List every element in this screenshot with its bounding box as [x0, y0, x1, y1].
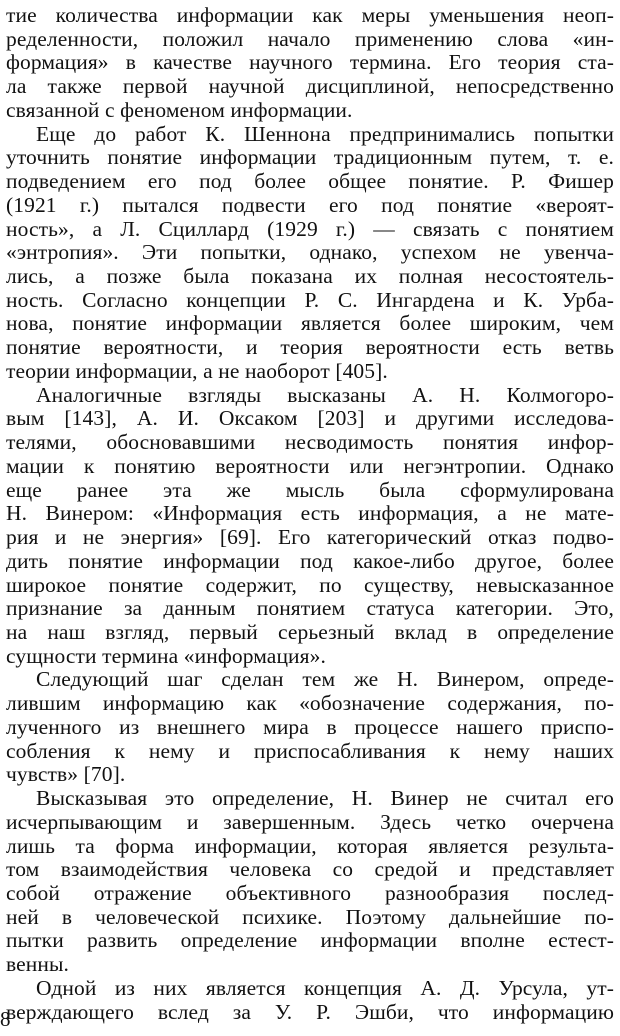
text-line: ределенности, положил начало применению слова «ин-	[6, 26, 614, 51]
text-line: теории информации, а не наоборот [405].	[6, 358, 388, 383]
text-line: подведением его под более общее понятие. Р. Фишер	[6, 169, 614, 194]
text-line: широкое понятие содержит, по существу, невысказанное	[6, 572, 614, 597]
text-line: ней в человеческой психике. Поэтому дальнейшие по-	[6, 904, 614, 929]
text-line: связанной с феноменом информации.	[6, 97, 353, 122]
text-line: ность», а Л. Сциллард (1929 г.) — связать с понятием	[6, 216, 614, 241]
text-line: тие количества информации как меры уменьшения неоп-	[6, 3, 614, 27]
text-line: ла также первой научной дисциплиной, непосредственно	[6, 74, 614, 99]
book-page	[6, 0, 614, 1036]
text-line: лученного из внешнего мира в процессе нашего приспо-	[6, 714, 614, 739]
text-line: телями, обосновавшими несводимость понятия инфор-	[6, 430, 614, 455]
text-line: венны.	[6, 952, 70, 977]
text-line: том взаимодействия человека со средой и представляет	[6, 857, 614, 882]
text-line: дить понятие информации под какое-либо другое, более	[6, 548, 614, 573]
text-line: «энтропия». Эти попытки, однако, успехом не увенча-	[6, 240, 614, 265]
text-line: вым [143], А. И. Оксаком [203] и другими исследова-	[6, 406, 614, 431]
text-line: уточнить понятие информации традиционным путем, т. е.	[6, 145, 614, 170]
text-line: формация» в качестве научного термина. Его теория ста-	[6, 50, 614, 75]
text-line: исчерпывающим и завершенным. Здесь четко очерчена	[6, 809, 614, 834]
text-line: Одной из них является концепция А. Д. Урсула, ут-	[36, 975, 614, 1000]
text-line: (1921 г.) пытался подвести его под понятие «вероят-	[6, 192, 614, 217]
text-line: ность. Согласно концепции Р. С. Ингардена и К. Урба-	[6, 287, 614, 312]
text-line: Высказывая это определение, Н. Винер не считал его	[36, 786, 614, 811]
text-line: Следующий шаг сделан тем же Н. Винером, опреде-	[36, 667, 614, 692]
text-line: Н. Винером: «Информация есть информация, а не мате-	[6, 501, 614, 526]
text-line: сущности термина «информация».	[6, 643, 326, 668]
text-line: лившим информацию как «обозначение содержания, по-	[6, 691, 614, 716]
text-line: собления к нему и приспосабливания к нему наших	[6, 738, 614, 763]
text-line: лись, а позже была показана их полная несостоятель-	[6, 264, 614, 289]
text-line: нова, понятие информации является более широким, чем	[6, 311, 614, 336]
text-line: признание за данным понятием статуса категории. Это,	[6, 596, 614, 621]
text-line: чувств» [70].	[6, 762, 126, 787]
text-line: понятие вероятности, и теория вероятности есть ветвь	[6, 335, 614, 360]
text-line: Еще до работ К. Шеннона предпринимались попытки	[36, 121, 614, 146]
text-line: Аналогичные взгляды высказаны А. Н. Колмогоро-	[36, 382, 614, 407]
text-line: еще ранее эта же мысль была сформулирована	[6, 477, 614, 502]
text-line: на наш взгляд, первый серьезный вклад в определение	[6, 619, 614, 644]
text-line: мации к понятию вероятности или негэнтропии. Однако	[6, 453, 614, 478]
text-line: собой отражение объективного разнообразия послед-	[6, 881, 614, 905]
text-line: рия и не энергия» [69]. Его категорический отказ подво-	[6, 525, 614, 550]
text-line: верждающего вслед за У. Р. Эшби, что информацию	[6, 999, 614, 1024]
page-number: 8	[0, 1007, 11, 1031]
text-line: пытки развить определение информации вполне естест-	[6, 928, 614, 953]
text-line: лишь та форма информации, которая является результа-	[6, 833, 614, 858]
